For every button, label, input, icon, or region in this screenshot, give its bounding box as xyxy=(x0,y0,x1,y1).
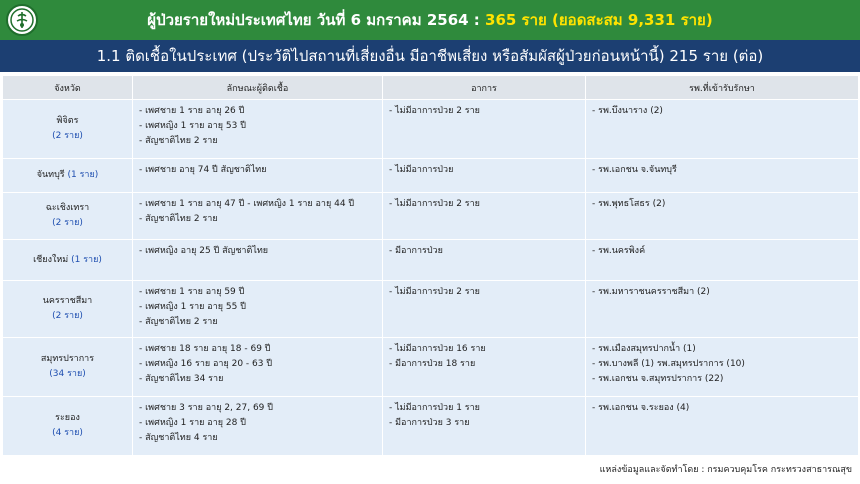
source-note: แหล่งข้อมูลและจัดทำโดย : กรมควบคุมโรค กระทรวงสาธารณสุข xyxy=(599,465,852,475)
section-title: 1.1 ติดเชื้อในประเทศ (ประวัติไปสถานที่เสี่ยงอื่น มีอาชีพเสี่ยง หรือสัมผัสผู้ป่วยก่อนหน้านี้) 215 ราย (ต่อ) xyxy=(96,47,764,65)
province-case-count: (2 ราย) xyxy=(52,218,83,228)
header-hospital: รพ.ที่เข้ารับรักษา xyxy=(586,76,859,100)
table-row xyxy=(3,100,859,159)
province-case-count: (1 ราย) xyxy=(67,170,99,180)
province-case-count: (2 ราย) xyxy=(52,311,83,321)
province-case-count: (4 ราย) xyxy=(52,428,83,438)
hospital-line: - รพ.เมืองสมุทรปากน้ำ (1) xyxy=(592,344,696,354)
symptoms-cell xyxy=(383,193,586,240)
symptom-line: - ไม่มีอาการป่วย 16 ราย xyxy=(389,344,486,354)
table-row xyxy=(3,281,859,338)
characteristics-cell xyxy=(133,100,383,159)
hospitals-cell xyxy=(586,338,859,397)
province-cell xyxy=(3,240,133,281)
characteristic-line: - เพศชาย 1 ราย อายุ 26 ปี xyxy=(139,106,245,116)
province-name: สมุทรปราการ xyxy=(40,354,95,364)
characteristic-line: - สัญชาติไทย 4 ราย xyxy=(139,433,218,443)
province-name: พิจิตร xyxy=(56,116,79,126)
symptoms-cell xyxy=(383,159,586,193)
banner-title xyxy=(147,8,712,32)
hospitals-cell xyxy=(586,159,859,193)
table-header-row xyxy=(3,76,859,100)
symptom-line: - ไม่มีอาการป่วย 2 ราย xyxy=(389,106,480,116)
characteristics-cell xyxy=(133,193,383,240)
symptoms-cell xyxy=(383,397,586,456)
banner-prefix: ผู้ป่วยรายใหม่ประเทศไทย วันที่ 6 มกราคม 2564 : xyxy=(147,11,486,29)
hospital-line: - รพ.เอกชน จ.จันทบุรี xyxy=(592,165,677,175)
province-name: จันทบุรี xyxy=(36,170,65,180)
symptoms-cell xyxy=(383,281,586,338)
characteristic-line: - เพศหญิง 1 ราย อายุ 55 ปี xyxy=(139,302,246,312)
characteristics-cell xyxy=(133,338,383,397)
cases-table-container xyxy=(2,75,858,456)
symptom-line: - มีอาการป่วย 18 ราย xyxy=(389,359,476,369)
characteristic-line: - เพศชาย 3 ราย อายุ 2, 27, 69 ปี xyxy=(139,403,273,413)
hospital-line: - รพ.เอกชน จ.สมุทรปราการ (22) xyxy=(592,374,724,384)
hospital-line: - รพ.พุทธโสธร (2) xyxy=(592,199,666,209)
characteristic-line: - สัญชาติไทย 2 ราย xyxy=(139,317,218,327)
characteristic-line: - เพศหญิง อายุ 25 ปี สัญชาติไทย xyxy=(139,246,269,256)
table-row xyxy=(3,338,859,397)
table-row xyxy=(3,193,859,240)
province-cell xyxy=(3,338,133,397)
hospital-line: - รพ.นครพิงค์ xyxy=(592,246,646,256)
symptom-line: - ไม่มีอาการป่วย 2 ราย xyxy=(389,199,480,209)
hospitals-cell xyxy=(586,193,859,240)
symptom-line: - ไม่มีอาการป่วย 2 ราย xyxy=(389,287,480,297)
hospitals-cell xyxy=(586,240,859,281)
ministry-seal-icon xyxy=(6,4,38,36)
symptoms-cell xyxy=(383,338,586,397)
hospitals-cell xyxy=(586,397,859,456)
hospital-line: - รพ.บึงนาราง (2) xyxy=(592,106,663,116)
hospitals-cell xyxy=(586,100,859,159)
header-province: จังหวัด xyxy=(3,76,133,100)
province-name: ระยอง xyxy=(55,413,80,423)
table-row xyxy=(3,240,859,281)
header-characteristics: ลักษณะผู้ติดเชื้อ xyxy=(133,76,383,100)
characteristics-cell xyxy=(133,397,383,456)
table-body xyxy=(3,100,859,456)
symptom-line: - มีอาการป่วย xyxy=(389,246,443,256)
sub-banner xyxy=(0,40,860,72)
province-cell xyxy=(3,159,133,193)
header-symptoms: อาการ xyxy=(383,76,586,100)
province-case-count: (1 ราย) xyxy=(71,254,102,265)
province-cell xyxy=(3,193,133,240)
characteristic-line: - เพศชาย อายุ 74 ปี สัญชาติไทย xyxy=(139,165,267,175)
symptom-line: - ไม่มีอาการป่วย xyxy=(389,165,454,175)
characteristic-line: - เพศหญิง 1 ราย อายุ 28 ปี xyxy=(139,418,246,428)
province-name: เชียงใหม่ xyxy=(33,254,69,265)
characteristic-line: - เพศชาย 1 ราย อายุ 47 ปี - เพศหญิง 1 ราย อายุ 44 ปี xyxy=(139,199,355,209)
cases-table xyxy=(2,75,859,456)
symptom-line: - ไม่มีอาการป่วย 1 ราย xyxy=(389,403,480,413)
province-cell xyxy=(3,281,133,338)
province-case-count: (34 ราย) xyxy=(49,369,86,379)
top-banner xyxy=(0,0,860,40)
symptoms-cell xyxy=(383,240,586,281)
symptoms-cell xyxy=(383,100,586,159)
banner-highlight: 365 ราย (ยอดสะสม 9,331 ราย) xyxy=(485,11,713,29)
characteristic-line: - เพศหญิง 1 ราย อายุ 53 ปี xyxy=(139,121,246,131)
characteristics-cell xyxy=(133,159,383,193)
characteristic-line: - เพศหญิง 16 ราย อายุ 20 - 63 ปี xyxy=(139,359,273,369)
province-cell xyxy=(3,100,133,159)
hospital-line: - รพ.บางพลี (1) รพ.สมุทรปราการ (10) xyxy=(592,359,745,369)
hospital-line: - รพ.เอกชน จ.ระยอง (4) xyxy=(592,403,690,413)
province-case-count: (2 ราย) xyxy=(52,131,83,141)
characteristic-line: - สัญชาติไทย 34 ราย xyxy=(139,374,224,384)
characteristics-cell xyxy=(133,240,383,281)
table-row xyxy=(3,159,859,193)
hospitals-cell xyxy=(586,281,859,338)
province-name: นครราชสีมา xyxy=(42,296,93,306)
characteristic-line: - เพศชาย 18 ราย อายุ 18 - 69 ปี xyxy=(139,344,271,354)
characteristic-line: - สัญชาติไทย 2 ราย xyxy=(139,214,218,224)
province-name: ฉะเชิงเทรา xyxy=(45,203,90,213)
characteristic-line: - สัญชาติไทย 2 ราย xyxy=(139,136,218,146)
province-cell xyxy=(3,397,133,456)
hospital-line: - รพ.มหาราชนครราชสีมา (2) xyxy=(592,287,710,297)
symptom-line: - มีอาการป่วย 3 ราย xyxy=(389,418,470,428)
characteristics-cell xyxy=(133,281,383,338)
table-row xyxy=(3,397,859,456)
characteristic-line: - เพศชาย 1 ราย อายุ 59 ปี xyxy=(139,287,245,297)
